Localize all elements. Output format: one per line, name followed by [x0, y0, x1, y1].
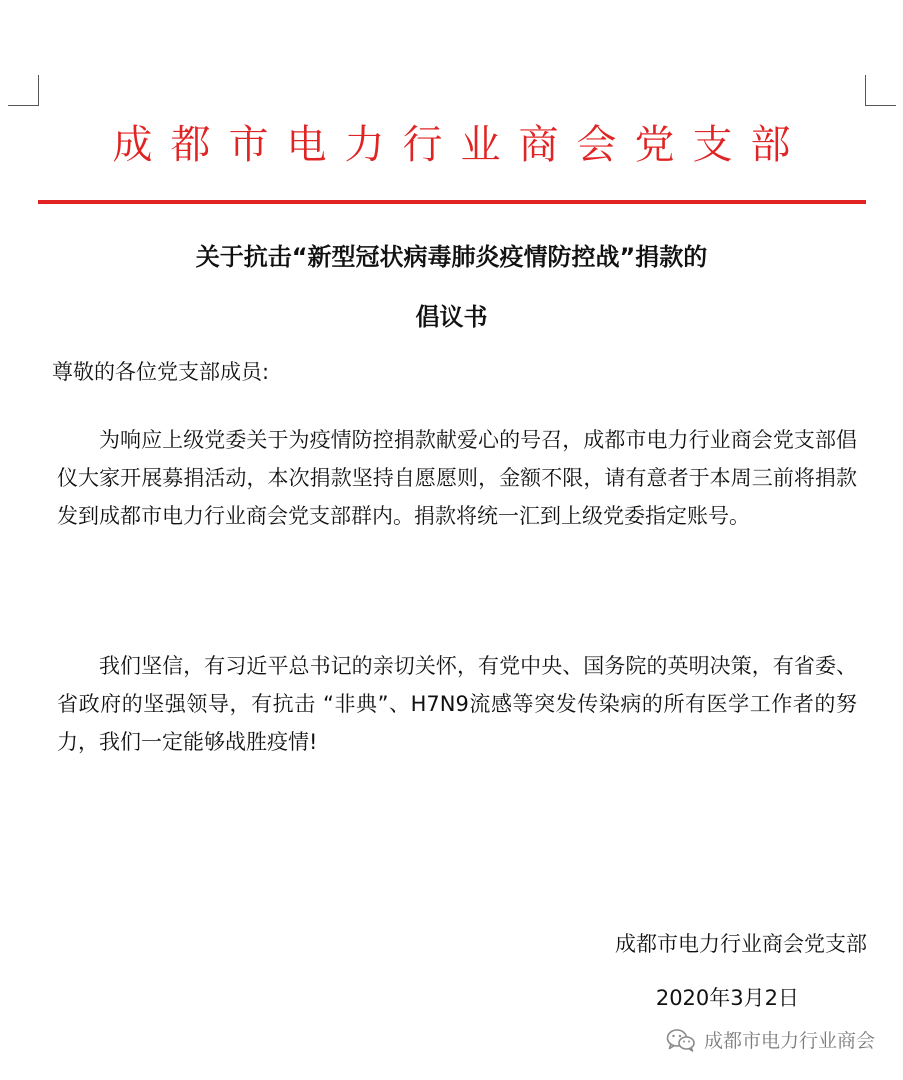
letterhead-divider — [38, 200, 866, 204]
watermark — [666, 1026, 875, 1053]
signature-date: 2020年3月2日 — [655, 986, 799, 1010]
body-paragraph-2: 我们坚信，有习近平总书记的亲切关怀，有党中央、国务院的英明决策，有省委、省政府的坚强领导，有抗击 “非典”、H7N9流感等突发传染病的所有医学工作者的努力，我们一定能够战胜疫情! — [57, 654, 857, 754]
watermark-text: 成都市电力行业商会 — [703, 1030, 875, 1052]
document-title-line-2: 倡议书 — [415, 303, 488, 331]
document-title-line-1: 关于抗击“新型冠状病毒肺炎疫情防控战”捐款的 — [195, 243, 708, 271]
body-paragraph-1: 为响应上级党委关于为疫情防控捐款献爱心的号召，成都市电力行业商会党支部倡仪大家开展募捐活动，本次捐款坚持自愿愿则，金额不限，请有意者于本周三前将捐款发到成都市电力行业商会党支部群内。捐款将统一汇到上级党委指定账号。 — [57, 428, 857, 528]
crop-mark-left — [8, 75, 39, 106]
crop-mark-right — [865, 75, 896, 106]
letterhead-title: 成都市电力行业商会党支部 — [112, 122, 809, 168]
signature-organization: 成都市电力行业商会党支部 — [615, 932, 867, 956]
salutation: 尊敬的各位党支部成员: — [52, 360, 270, 384]
wechat-icon — [666, 1028, 696, 1052]
